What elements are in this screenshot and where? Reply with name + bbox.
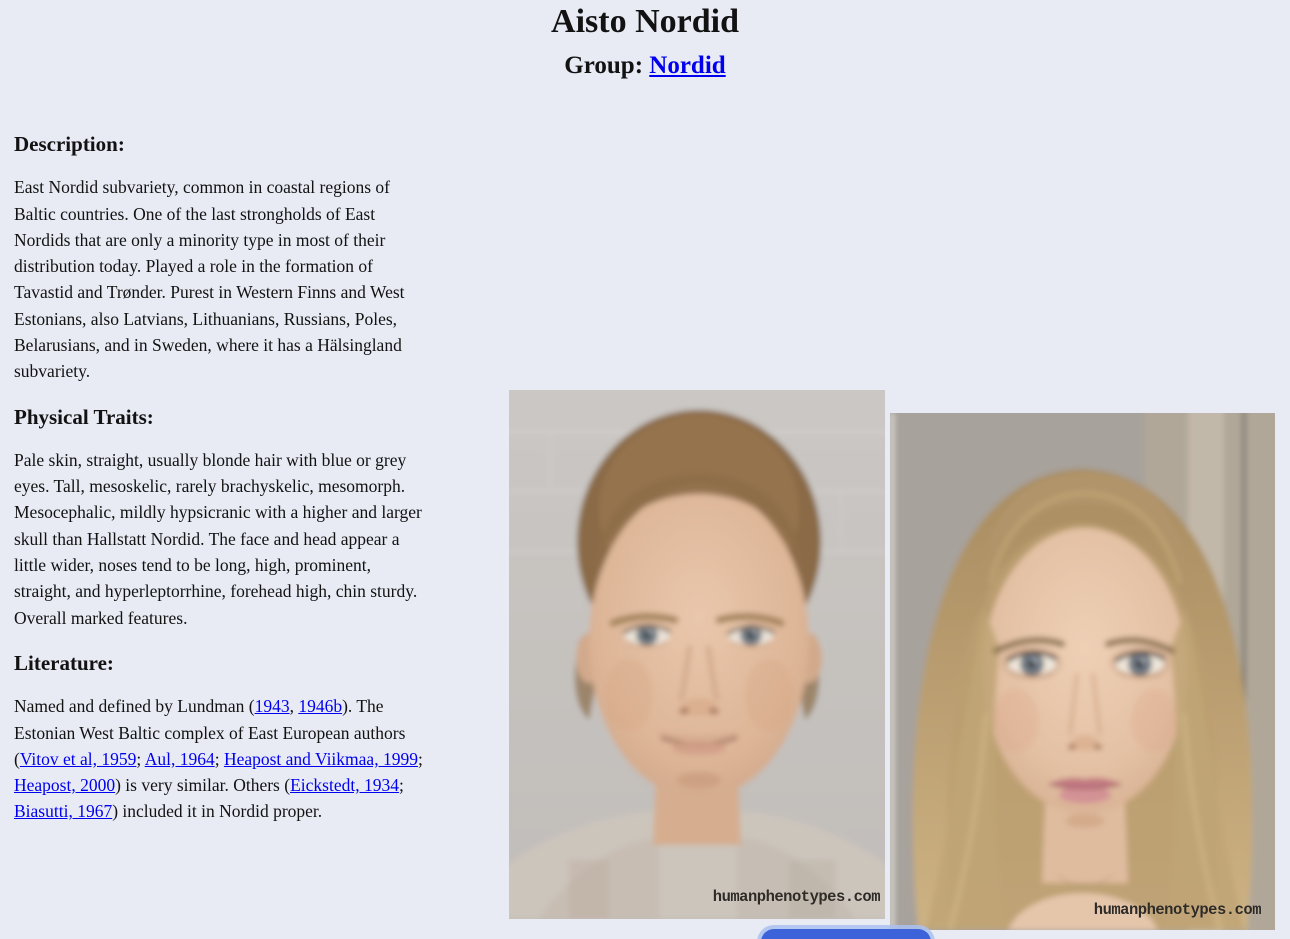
female-portrait-graphic bbox=[890, 413, 1275, 930]
literature-text: Named and defined by Lundman (1943, 1946b). The Estonian West Baltic complex of East European authors (Vitov et al, 1959; Aul, 1964; Heapost and Viikmaa, 1999; Heapost, 2000) is very similar. Others (Eickstedt, 1934; Biasutti, 1967) included it in Nordid proper. bbox=[14, 696, 423, 822]
group-link-nordid[interactable]: Nordid bbox=[649, 52, 726, 80]
male-composite-portrait bbox=[509, 390, 885, 919]
literature-link[interactable]: 1943 bbox=[254, 696, 290, 717]
bottom-partial-button[interactable] bbox=[761, 929, 931, 939]
literature-link[interactable]: Eickstedt, 1934 bbox=[290, 775, 399, 796]
literature-link[interactable]: Vitov et al, 1959 bbox=[19, 748, 137, 769]
group-label: Group: bbox=[564, 52, 644, 80]
male-portrait-graphic bbox=[509, 390, 885, 919]
watermark-female: humanphenotypes.com bbox=[1093, 901, 1261, 919]
watermark-male: humanphenotypes.com bbox=[712, 888, 880, 906]
info-column bbox=[14, 131, 429, 844]
female-composite-portrait bbox=[890, 413, 1275, 930]
literature-link[interactable]: Biasutti, 1967 bbox=[14, 801, 113, 822]
description-text: East Nordid subvariety, common in coastal regions of Baltic countries. One of the last strongholds of East Nordids that are only a minority type in most of their distribution today. Played a role in the formation of Tavastid and Trønder. Purest in Western Finns and West Estonians, also Latvians, Lithuanians, Russians, Poles, Belarusians, and in Sweden, where it has a Hälsingland subvariety. bbox=[14, 177, 405, 382]
literature-heading: Literature: bbox=[14, 650, 114, 675]
physical-traits-text: Pale skin, straight, usually blonde hair with blue or grey eyes. Tall, mesoskelic, rarely brachyskelic, mesomorph. Mesocephalic, mildly hypsicranic with a higher and larger skull than Hallstatt Nordid. The face and head appear a little wider, noses tend to be long, high, prominent, straight, and hyperleptorrhine, forehead high, chin sturdy. Overall marked features. bbox=[14, 449, 422, 628]
literature-link[interactable]: Heapost, 2000 bbox=[14, 775, 116, 796]
physical-traits-heading: Physical Traits: bbox=[14, 404, 154, 429]
literature-link[interactable]: 1946b bbox=[298, 696, 343, 717]
page-header bbox=[0, 0, 1290, 80]
description-heading: Description: bbox=[14, 132, 125, 156]
page-title: Aisto Nordid bbox=[551, 3, 739, 40]
literature-link[interactable]: Aul, 1964 bbox=[144, 748, 215, 769]
group-line bbox=[0, 52, 1290, 80]
literature-link[interactable]: Heapost and Viikmaa, 1999 bbox=[223, 748, 418, 769]
